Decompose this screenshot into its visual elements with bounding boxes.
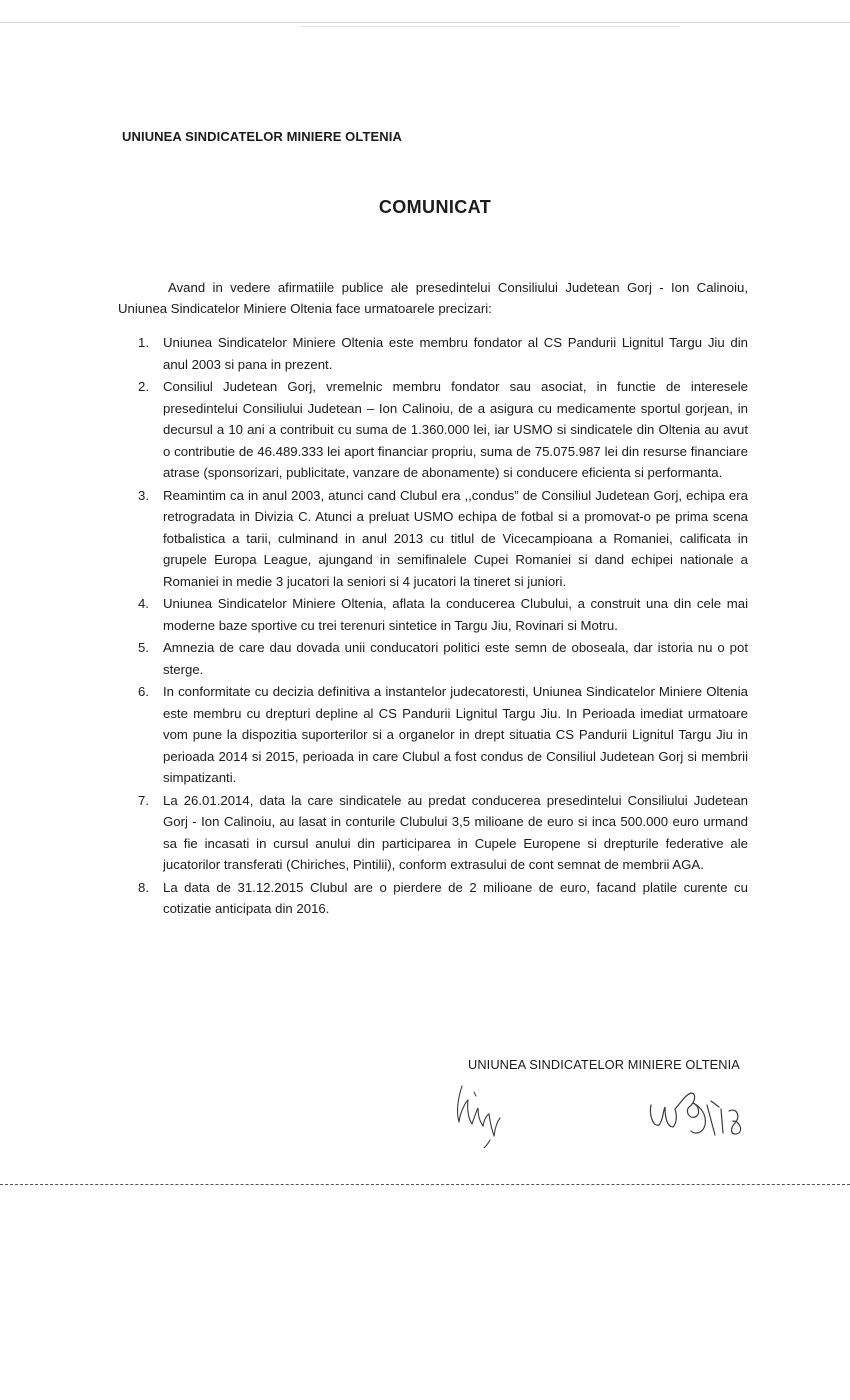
list-item-text: Amnezia de care dau dovada unii conducatori politici este semn de oboseala, dar istoria nu o pot sterge. [163,640,748,677]
list-item-text: Uniunea Sindicatelor Miniere Oltenia este membru fondator al CS Pandurii Lignitul Targu Jiu din anul 2003 si pana in prezent. [163,335,748,372]
list-item [118,637,748,680]
list-item-number: 8. [138,879,149,895]
list-item-text: La data de 31.12.2015 Clubul are o pierdere de 2 milioane de euro, facand platile curente cu cotizatie anticipata din 2016. [163,879,748,916]
list-item [118,332,748,375]
handwritten-signature-left [450,1078,510,1148]
list-item [118,681,748,789]
list-item-number: 7. [138,792,149,808]
list-item [118,593,748,636]
scan-edge-line-secondary [300,26,680,27]
list-item-number: 2. [138,379,149,394]
list-item [118,790,748,876]
list-item-text: La 26.01.2014, data la care sindicatele au predat conducerea presedintelui Consiliului Judetean Gorj - Ion Calinoiu, au lasat in conturile Clubului 3,5 milioane de euro si inca 500.000 euro urmand sa fie incasati in cursul anului din participarea in Cupele Europene si drepturile federative ale jucatorilor transferati (Chiriches, Pintilii), conform extrasului de cont semnat de membrii AGA. [163,792,748,872]
list-item-text: Reamintim ca in anul 2003, atunci cand Clubul era ,,condus” de Consiliul Judetean Gorj, echipa era retrogradata in Divizia C. Atunci a preluat USMO echipa de fotbal si a promovat-o pe prima scena fotbalistica a tarii, culminand in anul 2013 cu titlul de Vicecampioana a Romaniei, calificata in grupele Europa League, ajungand in semifinalele Cupei Romaniei si dand echipei nationale a Romaniei in medie 3 jucatori la seniori si 4 jucatori la tineret si juniori. [163,487,748,589]
points-list [118,332,748,921]
list-item-number: 5. [138,640,149,655]
document-title: COMUNICAT [378,197,492,217]
handwritten-signature-right [645,1085,745,1145]
signature-organization: UNIUNEA SINDICATELOR MINIERE OLTENIA [468,1057,740,1072]
list-item [118,485,748,593]
list-item [118,877,748,920]
intro-paragraph: Avand in vedere afirmatiile publice ale presedintelui Consiliului Judetean Gorj - Ion Calinoiu, Uniunea Sindicatelor Miniere Oltenia face urmatoarele precizari: [118,280,748,316]
organization-header: UNIUNEA SINDICATELOR MINIERE OLTENIA [122,129,402,144]
bottom-dashed-divider [0,1184,850,1185]
list-item-number: 1. [138,335,149,350]
list-item-text: In conformitate cu decizia definitiva a instantelor judecatoresti, Uniunea Sindicatelor Miniere Oltenia este membru cu drepturi depline al CS Pandurii Lignitul Targu Jiu. In Perioada imediat urmatoare vom pune la dispozitia suporterilor si a organelor in drept situatia CS Pandurii Lignitul Targu Jiu in perioada 2014 si 2015, perioada in care Clubul a fost condus de Consiliul Judetean Gorj si membrii simpatizanti. [163,684,748,785]
list-item [118,376,748,484]
list-item-text: Consiliul Judetean Gorj, vremelnic membru fondator sau asociat, in functie de interesele presedintelui Consiliului Judetean – Ion Calinoiu, de a asigura cu medicamente sportul gorjean, in decursul a 10 ani a contribuit cu suma de 1.360.000 lei, iar USMO si sindicatele din Oltenia au avut o contributie de 46.489.333 lei aport financiar propriu, suma de 75.075.987 lei din resurse financiare atrase (sponsorizari, publicitate, vanzare de abonamente) si conducere eficienta si performanta. [163,379,748,480]
list-item-number: 6. [138,684,149,699]
list-item-number: 4. [138,596,149,611]
list-item-text: Uniunea Sindicatelor Miniere Oltenia, aflata la conducerea Clubului, a construit una din cele mai moderne baze sportive cu trei terenuri sintetice in Targu Jiu, Rovinari si Motru. [163,596,748,633]
list-item-number: 3. [138,487,149,503]
scan-edge-line [0,22,850,23]
